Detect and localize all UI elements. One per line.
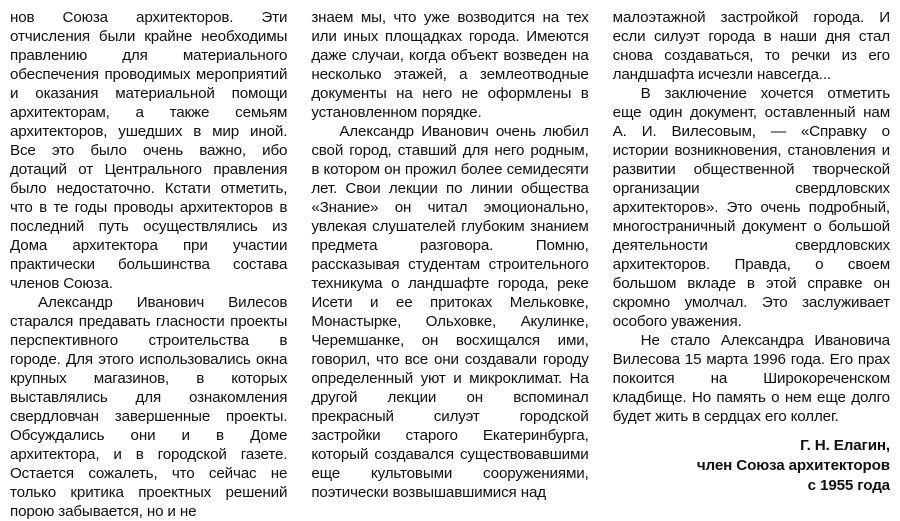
- paragraph: нов Союза архитекторов. Эти отчисления были крайне необходимы правлению для материального обеспечения проводимых мероприятий и оказания материальной помощи архитекторам, а также семьям архитекторов, ушедших в мир иной. Все это было очень важно, ибо дотаций от Центрального правления было недостаточно. Кстати отметить, что в те годы проводы архитекторов в последний путь осуществлялись из Дома архитектора при участии практически большинства состава членов Союза.: [10, 9, 288, 292]
- text-column-1: [10, 8, 288, 520]
- author-membership-since: с 1955 года: [807, 477, 890, 494]
- paragraph: малоэтажной застройкой города. И если силуэт города в наши дня стал снова создаваться, то речки из его ландшафта исчезли навсегда...: [612, 9, 890, 83]
- paragraph: В заключение хочется отметить еще один документ, оставленный нам А. И. Вилесовым, — «Справку о истории возникновения, становления и развитии общественной творческой организации свердловских архитекторов». Это очень подробный, многостраничный документ о большой деятельности свердловских архитекторов. Правда, о своем большом вкладе в этой справке он скромно умолчал. Это заслуживает особого уважения.: [612, 85, 890, 330]
- paragraph: Не стало Александра Ивановича Вилесова 15 марта 1996 года. Его прах покоится на Широкореченском кладбище. Но память о нем еще долго будет жить в сердцах его коллег.: [612, 332, 890, 425]
- paragraph: знаем мы, что уже возводится на тех или иных площадках города. Имеются даже случаи, когда объект возведен на несколько этажей, а землеотводные документы на него не оформлены в установленном порядке.: [311, 9, 589, 121]
- paragraph: Александр Иванович очень любил свой город, ставший для него родным, в котором он прожил более семидесяти лет. Свои лекции по линии общества «Знание» он читал эмоционально, увлекая слушателей глубоким знанием предмета разговора. Помню, рассказывая студентам строительного техникума о ландшафте города, реке Исети и ее притоках Мельковке, Монастырке, Ольховке, Акулинке, Черемшанке, он восхищался ими, говорил, что все они создавали городу определенный уют и микроклимат. На другой лекции он вспоминал прекрасный силуэт городской застройки старого Екатеринбурга, который создавался существовавшими еще культовыми сооружениями, поэтически возвышавшимися над: [311, 123, 589, 501]
- author-position: член Союза архитекторов: [696, 457, 890, 474]
- author-signature: [613, 436, 890, 496]
- paragraph: Александр Иванович Вилесов старался предавать гласности проекты перспективного строительства в городе. Для этого использовались окна крупных магазинов, в которых выставлялись для ознакомления свердловчан завершенные проекты. Обсуждались они и в Доме архитектора, и в городской газете. Остается сожалеть, что сейчас не только критика проектных решений порою забывается, но и не: [10, 294, 288, 520]
- author-name: Г. Н. Елагин,: [800, 437, 890, 454]
- text-column-2: [311, 8, 589, 501]
- text-column-3: [612, 8, 890, 494]
